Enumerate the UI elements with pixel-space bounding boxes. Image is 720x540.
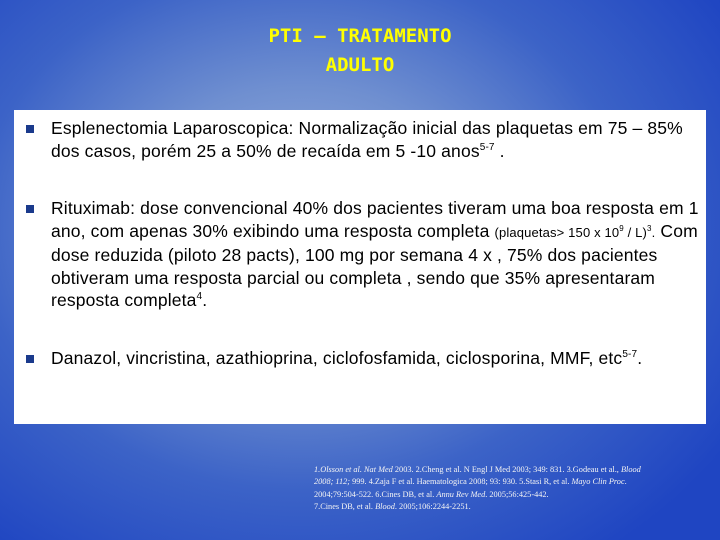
platelet-note-c: . [651,224,656,240]
bullet-text-main: Danazol, vincristina, azathioprina, ciclofosfamida, ciclosporina, MMF, etc [51,348,623,368]
platelet-note-b: / L) [623,224,648,240]
bullet-text-suffix: . [202,290,208,310]
reference-line-2 [314,476,710,488]
reference-text: 999. 4.Zaja F et al. Haematologica 2008; 93: 930. 5.Stasi R, et al. [350,477,572,487]
reference-journal: Mayo Clin Proc [571,477,625,487]
platelet-note [494,225,655,240]
reference-line-3 [314,489,710,501]
reference-superscript: 5-7 [622,349,638,360]
reference-journal: Annu Rev Med [436,489,486,499]
reference-text: 2008; 112; [314,477,351,487]
reference-journal: Blood [620,465,641,474]
reference-line-4 [314,501,710,513]
bullet-text-suffix: . [637,348,643,368]
reference-text: . [624,477,627,487]
bullet-text-main: Esplenectomia Laparoscopica: Normalização inicial das plaquetas em 75 – 85% dos casos, porém 25 a 50% de recaída em 5 -10 anos [51,118,683,161]
reference-text: 7.Cines DB, et al. [314,501,376,511]
reference-text: . 2005;106:2244-2251. [394,501,471,511]
reference-superscript: 3 [647,223,652,233]
bullet-text [51,347,691,370]
platelet-note-a: (plaquetas> 150 x 10 [494,224,620,240]
reference-text: 2004;79:504-522. 6.Cines DB, et al. [314,489,437,499]
reference-line-1 [314,464,710,476]
bullet-text [51,197,699,312]
reference-text: . 2005;56:425-442. [485,489,549,499]
reference-text: 1.Olsson et al. [314,465,365,474]
exponent-superscript: 9 [619,223,624,233]
reference-superscript: 5-7 [479,141,495,153]
slide-title [160,22,560,80]
reference-journal: Nat Med [364,465,393,474]
bullet-text-main: Rituximab: dose convencional 40% dos pacientes tiveram uma boa resposta em 1 ano, com apenas 30% exibindo uma resposta completa [51,198,699,241]
slide-title-line-2: ADULTO [325,54,395,76]
reference-superscript: 4 [196,291,203,302]
reference-journal: Blood [375,501,395,511]
reference-text: 2003. 2.Cheng et al. N Engl J Med 2003; 349: 831. 3.Godeau et al., [392,465,621,474]
bullet-text-suffix: . [494,140,505,161]
bullet-text [51,117,699,162]
square-bullet-icon [26,205,34,213]
slide-title-line-1: PTI – TRATAMENTO [268,25,452,47]
references [314,464,710,513]
bullet-text-continued: Com dose reduzida (piloto 28 pacts), 100 mg por semana 4 x , 75% dos pacientes obtiveram uma resposta parcial ou completa , sendo que 35% apresentaram resposta completa [51,220,698,310]
square-bullet-icon [26,125,34,133]
content-panel [14,110,706,424]
square-bullet-icon [26,355,34,363]
